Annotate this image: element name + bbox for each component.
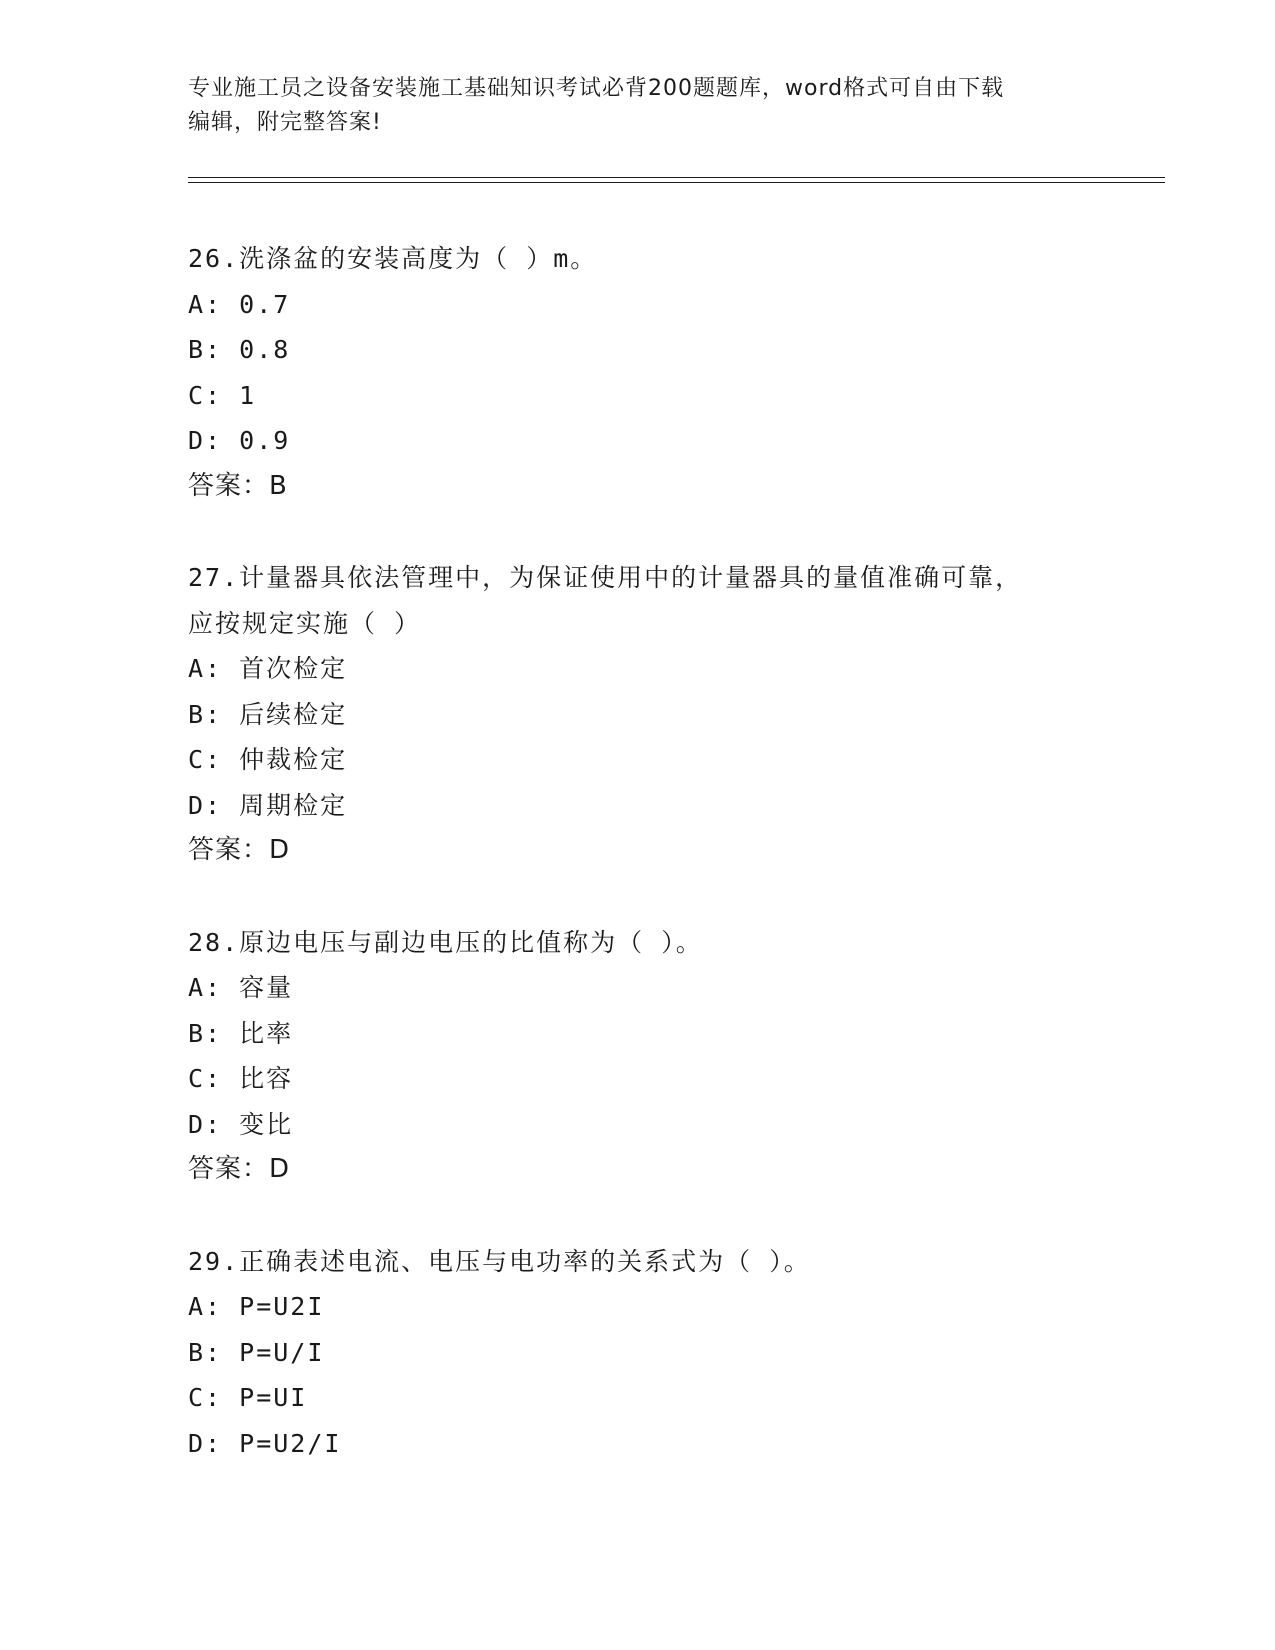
question-stem: 28.原边电压与副边电压的比值称为（ ）。 <box>188 927 703 957</box>
question-26 <box>188 236 1088 509</box>
option-b: B: 0.8 <box>188 335 291 364</box>
document-header <box>188 72 1088 140</box>
option-d: D: 变比 <box>188 1109 294 1139</box>
option-d: D: P=U2/I <box>188 1428 342 1458</box>
question-stem: 29.正确表述电流、电压与电功率的关系式为（ ）。 <box>188 1246 811 1276</box>
option-c: C: 仲裁检定 <box>188 745 348 774</box>
answer: 答案：D <box>188 1154 291 1184</box>
header-divider-top <box>188 177 1165 178</box>
option-d: D: 周期检定 <box>188 790 348 820</box>
header-title-line-1: 专业施工员之设备安装施工基础知识考试必背200题题库，word格式可自由下载 <box>188 76 1005 101</box>
option-b: B: 后续检定 <box>188 699 348 729</box>
question-stem: 26.洗涤盆的安装高度为（ ）m。 <box>188 244 598 273</box>
option-c: C: P=UI <box>188 1383 308 1412</box>
option-c: C: 比容 <box>188 1064 294 1093</box>
header-title-line-2: 编辑，附完整答案! <box>188 110 382 135</box>
question-list <box>188 236 1088 1512</box>
option-b: B: P=U/I <box>188 1337 325 1367</box>
option-a: A: 0.7 <box>188 289 291 319</box>
header-divider-bottom <box>188 182 1165 183</box>
answer: 答案：B <box>188 470 288 501</box>
question-28 <box>188 920 1088 1193</box>
question-stem-continued: 应按规定实施（ ） <box>188 608 422 638</box>
question-27 <box>188 555 1088 874</box>
option-a: A: P=U2I <box>188 1292 325 1321</box>
question-stem: 27.计量器具依法管理中，为保证使用中的计量器具的量值准确可靠， <box>188 563 1023 592</box>
question-29 <box>188 1239 1088 1467</box>
option-a: A: 首次检定 <box>188 654 348 683</box>
option-d: D: 0.9 <box>188 426 291 455</box>
option-c: C: 1 <box>188 380 257 410</box>
option-a: A: 容量 <box>188 973 294 1002</box>
answer: 答案：D <box>188 835 291 865</box>
option-b: B: 比率 <box>188 1018 294 1048</box>
